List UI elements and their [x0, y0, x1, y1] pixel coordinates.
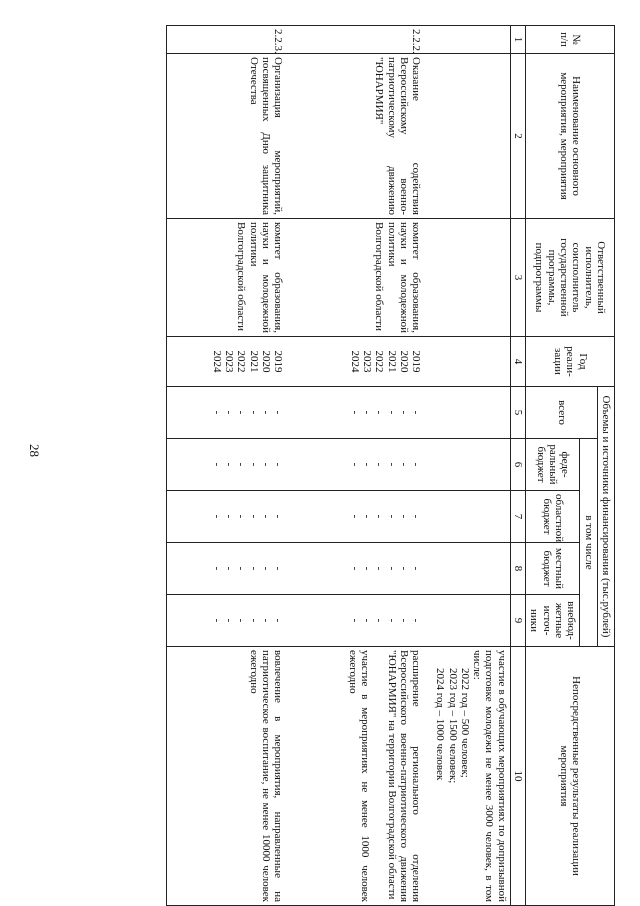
dash-value: - [235, 618, 248, 623]
col-number: 7 [510, 491, 525, 543]
dash-value: - [235, 566, 248, 571]
dash-value: - [348, 462, 361, 467]
page-number: 28 [27, 444, 42, 457]
year-value: 2020 [260, 350, 272, 373]
row-name [424, 54, 510, 219]
dash-value: - [373, 410, 386, 415]
dash-value: - [410, 514, 423, 519]
header-results: Непосредственные результаты реализации мероприятия [526, 647, 615, 906]
dash-value: - [361, 566, 374, 571]
table-row [166, 26, 286, 906]
result-text: вовлечение в мероприятия, направленные на патриотическое воспитание, не менее 10000 человек ежегодно [247, 650, 285, 903]
col-number: 5 [510, 387, 525, 439]
header-funding: Объемы и источники финансирования (тыс.рублей) [597, 387, 614, 647]
dash-value: - [260, 410, 272, 415]
column-numbers-row [510, 26, 525, 906]
col-number: 4 [510, 337, 525, 387]
header-regional: областной бюджет [526, 491, 580, 543]
dash-value: - [385, 410, 398, 415]
year-value: 2021 [247, 350, 260, 373]
dash-value: - [247, 410, 260, 415]
dash-value: - [210, 566, 223, 571]
dash-value: - [247, 462, 260, 467]
year-value: 2022 [373, 350, 386, 373]
dash-value: - [210, 410, 223, 415]
dash-value: - [348, 618, 361, 623]
dash-value: - [223, 462, 236, 467]
dash-value: - [361, 410, 374, 415]
extra-cell [424, 595, 510, 647]
result-text: расширение регионального отделения Всероссийского военно-патриотического движения "ЮНАРМИЯ" на территории Волгоградской области [385, 650, 423, 903]
federal-cell [166, 439, 286, 491]
local-cell [286, 543, 424, 595]
table-row [286, 26, 424, 906]
result-text: 2024 год – 1000 человек [434, 668, 447, 781]
row-years [424, 337, 510, 387]
header-extra: внебюд-жетные источ-ники [526, 595, 580, 647]
dash-value: - [348, 410, 361, 415]
dash-value: - [223, 618, 236, 623]
dash-value: - [235, 410, 248, 415]
dash-value: - [348, 514, 361, 519]
dash-value: - [373, 566, 386, 571]
dash-value: - [398, 514, 410, 519]
dash-value: - [210, 618, 223, 623]
dash-value: - [410, 618, 423, 623]
dash-value: - [385, 618, 398, 623]
regional-cell [286, 491, 424, 543]
col-number: 10 [510, 647, 525, 906]
header-including: в том числе [580, 439, 597, 647]
dash-value: - [223, 410, 236, 415]
year-value: 2022 [235, 350, 248, 373]
row-executor: комитет образования, науки и молодежной политики Волгоградской области [166, 219, 286, 337]
dash-value: - [361, 514, 374, 519]
dash-value: - [272, 618, 285, 623]
dash-value: - [373, 462, 386, 467]
row-years [166, 337, 286, 387]
federal-cell [286, 439, 424, 491]
header-total: всего [526, 387, 598, 439]
dash-value: - [373, 514, 386, 519]
row-results [166, 647, 286, 906]
header-executor: Ответственный исполнитель, соисполнитель государственной программы, подпрограммы [526, 219, 615, 337]
col-number: 9 [510, 595, 525, 647]
total-cell [166, 387, 286, 439]
year-value: 2023 [361, 350, 374, 373]
header-num: № п/п [526, 26, 615, 54]
table-row [424, 26, 510, 906]
dash-value: - [210, 462, 223, 467]
row-results [424, 647, 510, 906]
dash-value: - [272, 566, 285, 571]
dash-value: - [373, 618, 386, 623]
header-year: Год реали-зации [526, 337, 615, 387]
row-years [286, 337, 424, 387]
year-value: 2023 [223, 350, 236, 373]
program-measures-table [166, 25, 615, 906]
total-cell [424, 387, 510, 439]
dash-value: - [398, 462, 410, 467]
row-executor [424, 219, 510, 337]
dash-value: - [272, 410, 285, 415]
col-number: 8 [510, 543, 525, 595]
header-federal: феде-ральный бюджет [526, 439, 580, 491]
dash-value: - [385, 514, 398, 519]
dash-value: - [260, 618, 272, 623]
local-cell [166, 543, 286, 595]
dash-value: - [223, 566, 236, 571]
dash-value: - [260, 566, 272, 571]
col-number: 2 [510, 54, 525, 219]
dash-value: - [410, 462, 423, 467]
dash-value: - [410, 410, 423, 415]
year-value: 2024 [348, 350, 361, 373]
year-value: 2019 [410, 350, 423, 373]
row-results [286, 647, 424, 906]
result-text: 2022 год – 500 человек; [458, 668, 471, 778]
header-row-1 [597, 26, 614, 906]
dash-value: - [223, 514, 236, 519]
dash-value: - [247, 566, 260, 571]
dash-value: - [247, 618, 260, 623]
dash-value: - [272, 514, 285, 519]
local-cell [424, 543, 510, 595]
year-value: 2019 [272, 350, 285, 373]
extra-cell [286, 595, 424, 647]
dash-value: - [260, 514, 272, 519]
dash-value: - [361, 462, 374, 467]
dash-value: - [210, 514, 223, 519]
row-num [424, 26, 510, 54]
dash-value: - [398, 618, 410, 623]
row-name: Организация мероприятий, посвященных Дню защитника Отечества [166, 54, 286, 219]
row-executor: комитет образования, науки и молодежной политики Волгоградской области [286, 219, 424, 337]
dash-value: - [385, 462, 398, 467]
year-value: 2021 [385, 350, 398, 373]
result-text: участие в мероприятиях не менее 1000 человек ежегодно [347, 650, 372, 903]
dash-value: - [235, 462, 248, 467]
dash-value: - [385, 566, 398, 571]
dash-value: - [235, 514, 248, 519]
row-num: 2.2.2. [286, 26, 424, 54]
dash-value: - [410, 566, 423, 571]
dash-value: - [398, 410, 410, 415]
header-local: местный бюджет [526, 543, 580, 595]
dash-value: - [348, 566, 361, 571]
dash-value: - [260, 462, 272, 467]
col-number: 6 [510, 439, 525, 491]
extra-cell [166, 595, 286, 647]
year-value: 2024 [210, 350, 223, 373]
row-name: Оказание содействия Всероссийскому военно-патриотическому движению "ЮНАРМИЯ" [286, 54, 424, 219]
dash-value: - [361, 618, 374, 623]
spacer [371, 650, 385, 902]
year-value: 2020 [398, 350, 410, 373]
dash-value: - [247, 514, 260, 519]
header-name: Наименование основного мероприятия, мероприятия [526, 54, 615, 219]
regional-cell [166, 491, 286, 543]
col-number: 3 [510, 219, 525, 337]
regional-cell [424, 491, 510, 543]
dash-value: - [272, 462, 285, 467]
total-cell [286, 387, 424, 439]
col-number: 1 [510, 26, 525, 54]
dash-value: - [398, 566, 410, 571]
row-num: 2.2.3. [166, 26, 286, 54]
result-text: 2023 год – 1500 человек; [446, 668, 459, 784]
federal-cell [424, 439, 510, 491]
rotated-table-wrapper [25, 25, 615, 905]
result-text: участие в обучающих мероприятиях по допризывной подготовке молодежи не менее 3000 человек, в том числе: [471, 650, 508, 903]
